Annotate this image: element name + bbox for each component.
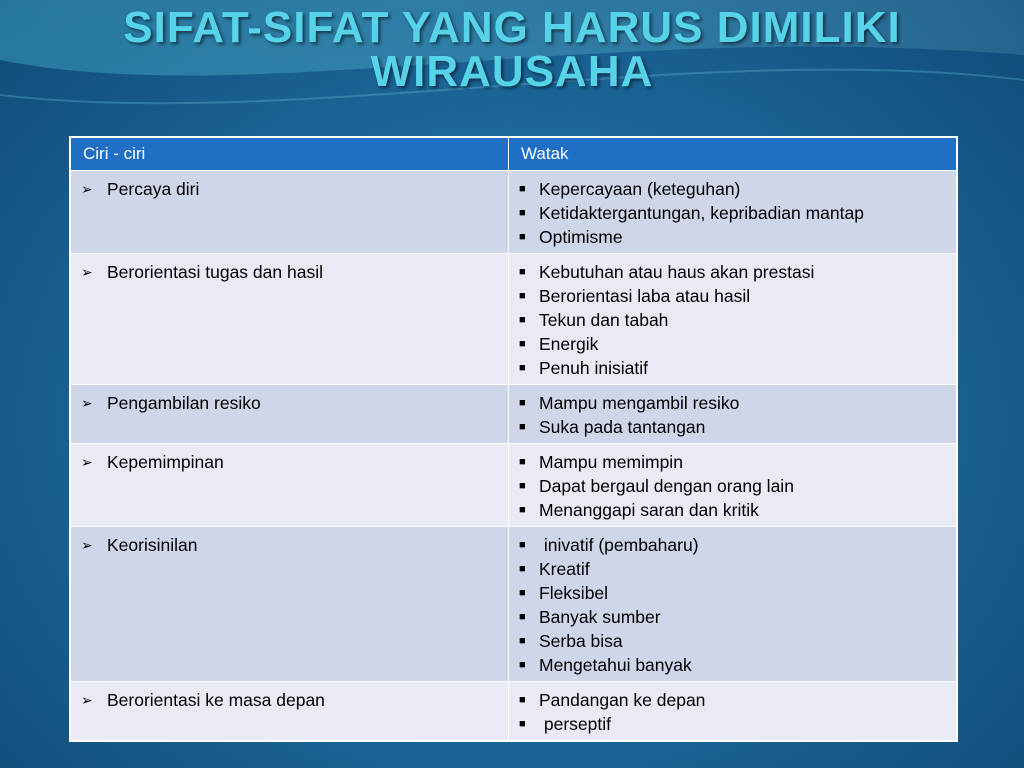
watak-label: Mampu memimpin <box>539 452 683 472</box>
table-row <box>71 254 957 385</box>
square-bullet-icon: ■ <box>519 456 526 468</box>
square-bullet-icon: ■ <box>519 207 526 219</box>
ciri-item <box>81 260 498 284</box>
ciri-item <box>81 533 498 557</box>
ciri-label: Pengambilan resiko <box>107 393 261 413</box>
ciri-cell <box>71 444 509 527</box>
list-item <box>519 260 946 284</box>
arrow-bullet-icon: ➢ <box>81 537 93 553</box>
watak-label: Dapat bergaul dengan orang lain <box>539 476 794 496</box>
list-item <box>519 332 946 356</box>
list-item <box>519 629 946 653</box>
header-watak: Watak <box>509 138 957 171</box>
square-bullet-icon: ■ <box>519 480 526 492</box>
header-ciri: Ciri - ciri <box>71 138 509 171</box>
watak-label: Penuh inisiatif <box>539 358 648 378</box>
list-item <box>519 688 946 712</box>
watak-label: Optimisme <box>539 227 623 247</box>
square-bullet-icon: ■ <box>519 362 526 374</box>
watak-label: Ketidaktergantungan, kepribadian mantap <box>539 203 864 223</box>
watak-list <box>519 260 946 380</box>
watak-label: Kreatif <box>539 559 590 579</box>
list-item <box>519 356 946 380</box>
square-bullet-icon: ■ <box>519 611 526 623</box>
square-bullet-icon: ■ <box>519 290 526 302</box>
arrow-bullet-icon: ➢ <box>81 692 93 708</box>
list-item <box>519 557 946 581</box>
watak-label: Kepercayaan (keteguhan) <box>539 179 741 199</box>
square-bullet-icon: ■ <box>519 563 526 575</box>
square-bullet-icon: ■ <box>519 314 526 326</box>
list-item <box>519 653 946 677</box>
list-item <box>519 605 946 629</box>
watak-label: Tekun dan tabah <box>539 310 669 330</box>
table-row <box>71 171 957 254</box>
watak-label: Energik <box>539 334 599 354</box>
title-line-2: WIRAUSAHA <box>370 47 654 96</box>
square-bullet-icon: ■ <box>519 635 526 647</box>
watak-label: Suka pada tantangan <box>539 417 706 437</box>
list-item <box>519 177 946 201</box>
list-item <box>519 201 946 225</box>
list-item <box>519 415 946 439</box>
watak-label: perseptif <box>539 714 611 734</box>
list-item <box>519 498 946 522</box>
list-item <box>519 225 946 249</box>
square-bullet-icon: ■ <box>519 504 526 516</box>
watak-cell <box>509 682 957 741</box>
list-item <box>519 581 946 605</box>
arrow-bullet-icon: ➢ <box>81 264 93 280</box>
ciri-cell <box>71 171 509 254</box>
watak-list <box>519 450 946 522</box>
ciri-cell <box>71 254 509 385</box>
square-bullet-icon: ■ <box>519 587 526 599</box>
traits-table <box>70 137 957 741</box>
square-bullet-icon: ■ <box>519 659 526 671</box>
square-bullet-icon: ■ <box>519 183 526 195</box>
watak-label: Kebutuhan atau haus akan prestasi <box>539 262 815 282</box>
list-item <box>519 391 946 415</box>
watak-cell <box>509 385 957 444</box>
watak-cell <box>509 444 957 527</box>
ciri-label: Berorientasi tugas dan hasil <box>107 262 323 282</box>
ciri-cell <box>71 527 509 682</box>
ciri-item <box>81 177 498 201</box>
watak-cell <box>509 254 957 385</box>
list-item <box>519 712 946 736</box>
square-bullet-icon: ■ <box>519 694 526 706</box>
watak-list <box>519 533 946 677</box>
square-bullet-icon: ■ <box>519 421 526 433</box>
table-row <box>71 527 957 682</box>
watak-cell <box>509 527 957 682</box>
ciri-item <box>81 391 498 415</box>
square-bullet-icon: ■ <box>519 338 526 350</box>
ciri-label: Kepemimpinan <box>107 452 224 472</box>
list-item <box>519 533 946 557</box>
watak-label: Banyak sumber <box>539 607 661 627</box>
arrow-bullet-icon: ➢ <box>81 181 93 197</box>
ciri-item <box>81 450 498 474</box>
watak-label: Mampu mengambil resiko <box>539 393 740 413</box>
watak-list <box>519 177 946 249</box>
watak-label: Fleksibel <box>539 583 609 603</box>
ciri-label: Berorientasi ke masa depan <box>107 690 325 710</box>
ciri-cell <box>71 682 509 741</box>
title-line-1: SIFAT-SIFAT YANG HARUS DIMILIKI <box>123 3 901 52</box>
watak-label: Serba bisa <box>539 631 623 651</box>
page-title <box>0 3 1024 96</box>
square-bullet-icon: ■ <box>519 397 526 409</box>
watak-label: Menanggapi saran dan kritik <box>539 500 759 520</box>
watak-label: Berorientasi laba atau hasil <box>539 286 751 306</box>
table-header-row <box>71 138 957 171</box>
ciri-cell <box>71 385 509 444</box>
list-item <box>519 284 946 308</box>
watak-label: inivatif (pembaharu) <box>539 535 699 555</box>
table-row <box>71 444 957 527</box>
table-row <box>71 385 957 444</box>
ciri-item <box>81 688 498 712</box>
watak-cell <box>509 171 957 254</box>
square-bullet-icon: ■ <box>519 231 526 243</box>
traits-table-container <box>69 136 958 742</box>
ciri-label: Keorisinilan <box>107 535 198 555</box>
ciri-label: Percaya diri <box>107 179 200 199</box>
arrow-bullet-icon: ➢ <box>81 395 93 411</box>
watak-label: Pandangan ke depan <box>539 690 706 710</box>
watak-list <box>519 391 946 439</box>
watak-list <box>519 688 946 736</box>
table-body <box>71 171 957 741</box>
table-row <box>71 682 957 741</box>
square-bullet-icon: ■ <box>519 539 526 551</box>
list-item <box>519 308 946 332</box>
list-item <box>519 474 946 498</box>
square-bullet-icon: ■ <box>519 718 526 730</box>
list-item <box>519 450 946 474</box>
watak-label: Mengetahui banyak <box>539 655 692 675</box>
square-bullet-icon: ■ <box>519 266 526 278</box>
arrow-bullet-icon: ➢ <box>81 454 93 470</box>
